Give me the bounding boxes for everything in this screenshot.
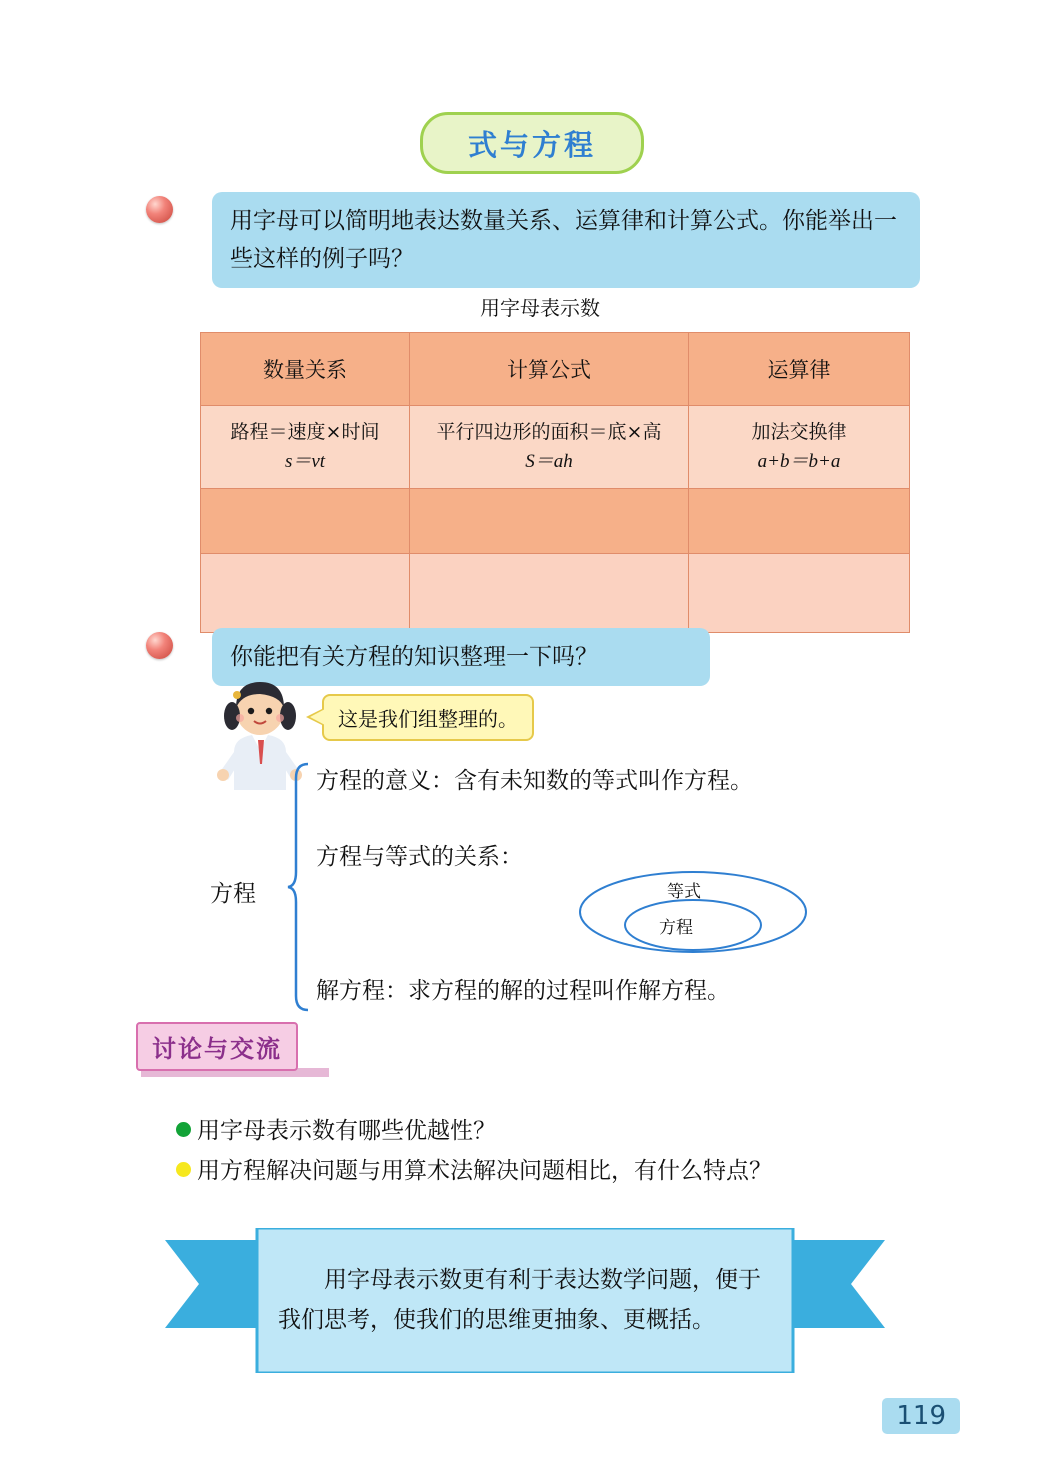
table-header-cell-2: 运算律 xyxy=(689,333,910,406)
venn-outer-label: 等式 xyxy=(667,882,701,902)
table-caption: 用字母表示数 xyxy=(480,296,600,320)
yellow-bullet-icon xyxy=(176,1162,191,1177)
letters-table xyxy=(200,332,910,633)
table-header-cell-0: 数量关系 xyxy=(201,333,410,406)
venn-diagram xyxy=(575,865,815,960)
table-cell-line1: 路程＝速度×时间 xyxy=(230,421,380,443)
table-cell xyxy=(201,554,410,633)
discussion-item-1 xyxy=(176,1112,496,1145)
table-cell-line2: S＝ah xyxy=(525,451,573,472)
speech-bubble: 这是我们组整理的。 xyxy=(322,694,534,741)
table-cell-line2: a+b＝b+a xyxy=(757,451,841,472)
table-cell xyxy=(410,554,689,633)
table-cell xyxy=(410,489,689,554)
table-cell xyxy=(689,406,910,489)
outline-label: 方程 xyxy=(210,881,256,907)
table-row xyxy=(201,554,910,633)
table-row xyxy=(201,489,910,554)
bullet-ball-icon-2 xyxy=(146,632,173,659)
question-bubble-2: 你能把有关方程的知识整理一下吗？ xyxy=(212,628,710,686)
page-title: 式与方程 xyxy=(467,127,596,162)
table-cell xyxy=(689,489,910,554)
table-header-row xyxy=(201,333,910,406)
conclusion-text: 用字母表示数更有利于表达数学问题，便于我们思考，使我们的思维更抽象、更概括。 xyxy=(278,1267,761,1333)
question-bubble-1: 用字母可以简明地表达数量关系、运算律和计算公式。你能举出一些这样的例子吗？ xyxy=(212,192,920,288)
venn-inner-label: 方程 xyxy=(659,918,693,938)
discussion-item-2-text: 用方程解决问题与用算术法解决问题相比，有什么特点？ xyxy=(197,1158,772,1184)
table-cell-line1: 平行四边形的面积＝底×高 xyxy=(436,421,662,443)
table-header-cell-1: 计算公式 xyxy=(410,333,689,406)
page-number: 119 xyxy=(882,1398,960,1434)
table-cell xyxy=(201,489,410,554)
green-bullet-icon xyxy=(176,1122,191,1137)
table-cell xyxy=(201,406,410,489)
bullet-ball-icon-1 xyxy=(146,196,173,223)
discussion-item-2 xyxy=(176,1152,772,1185)
table-cell xyxy=(410,406,689,489)
page-title-banner xyxy=(420,112,644,174)
discussion-item-1-text: 用字母表示数有哪些优越性？ xyxy=(197,1118,496,1144)
outline-item-1: 方程的意义：含有未知数的等式叫作方程。 xyxy=(316,768,753,794)
table-row xyxy=(201,406,910,489)
table-cell-line1: 加法交换律 xyxy=(751,421,847,443)
discussion-header: 讨论与交流 xyxy=(136,1022,298,1071)
table-cell xyxy=(689,554,910,633)
outline-item-2: 方程与等式的关系： xyxy=(316,844,523,870)
outline-item-3: 解方程：求方程的解的过程叫作解方程。 xyxy=(316,978,730,1004)
table-cell-line2: s＝vt xyxy=(284,451,326,472)
